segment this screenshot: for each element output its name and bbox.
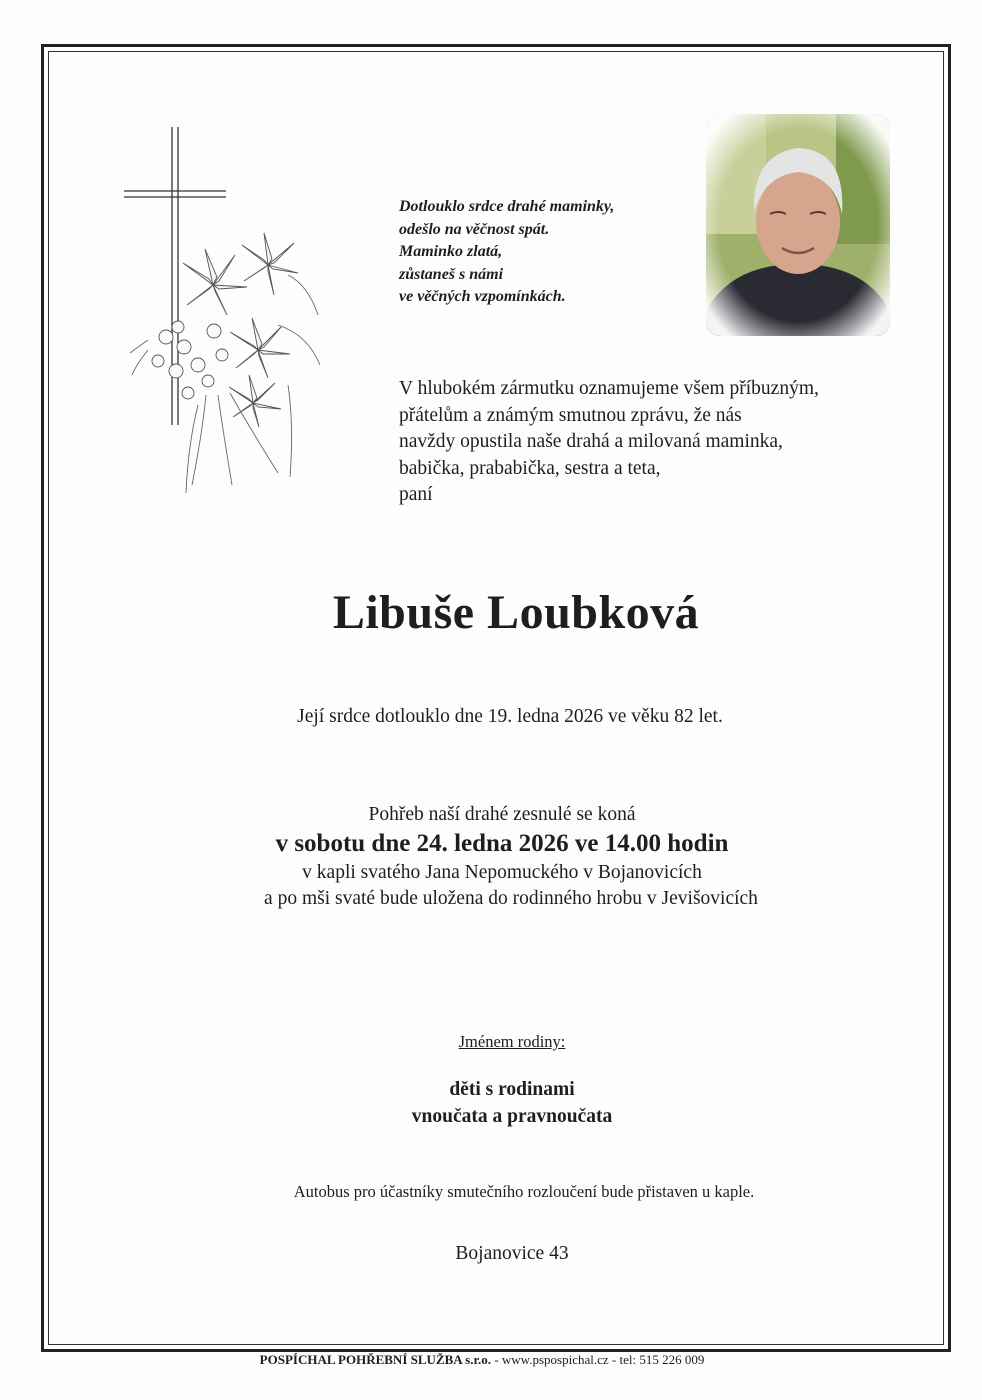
footer-company: POSPÍCHAL POHŘEBNÍ SLUŽBA s.r.o.: [259, 1352, 492, 1367]
announcement-line: přátelům a známým smutnou zprávu, že nás: [399, 404, 742, 426]
deceased-name: Libuše Loubková: [332, 586, 700, 639]
portrait-photo: [706, 114, 890, 336]
announcement: [399, 376, 819, 509]
family-line1: děti s rodinami: [449, 1079, 575, 1100]
funeral-where-line1: v kapli svatého Jana Nepomuckého v Bojanovicích: [302, 862, 702, 883]
footer: [0, 1352, 973, 1368]
poem-line: ve věčných vzpomínkách.: [399, 288, 566, 305]
poem-line: odešlo na věčnost spát.: [399, 220, 550, 238]
family-line2: vnoučata a pravnoučata: [411, 1106, 613, 1127]
funeral-where-line2: a po mši svaté bude uložena do rodinného hrobu v Jevišovicích: [264, 888, 758, 909]
death-line: Její srdce dotlouklo dne 19. ledna 2026 ve věku 82 let.: [297, 706, 723, 727]
announcement-line: V hlubokém zármutku oznamujeme všem příbuzným,: [399, 378, 819, 399]
family-label: Jménem rodiny:: [458, 1032, 566, 1051]
poem-line: Maminko zlatá,: [399, 243, 503, 260]
announcement-line: babička, prababička, sestra a teta,: [399, 457, 661, 479]
funeral-intro: Pohřeb naší drahé zesnulé se koná: [368, 804, 636, 825]
poem: [399, 196, 614, 309]
cross-with-lilies-icon: [118, 125, 328, 497]
funeral-when: v sobotu dne 24. ledna 2026 ve 14.00 hodin: [275, 830, 729, 857]
announcement-line: navždy opustila naše drahá a milovaná maminka,: [399, 431, 783, 452]
address: Bojanovice 43: [455, 1243, 569, 1264]
poem-line: Dotlouklo srdce drahé maminky,: [399, 198, 615, 215]
bus-note: Autobus pro účastníky smutečního rozloučení bude přistaven u kaple.: [293, 1182, 755, 1201]
poem-line: zůstaneš s námi: [399, 265, 504, 283]
footer-contact: - www.pspospichal.cz - tel: 515 226 009: [491, 1352, 705, 1367]
announcement-line: paní: [399, 484, 433, 505]
